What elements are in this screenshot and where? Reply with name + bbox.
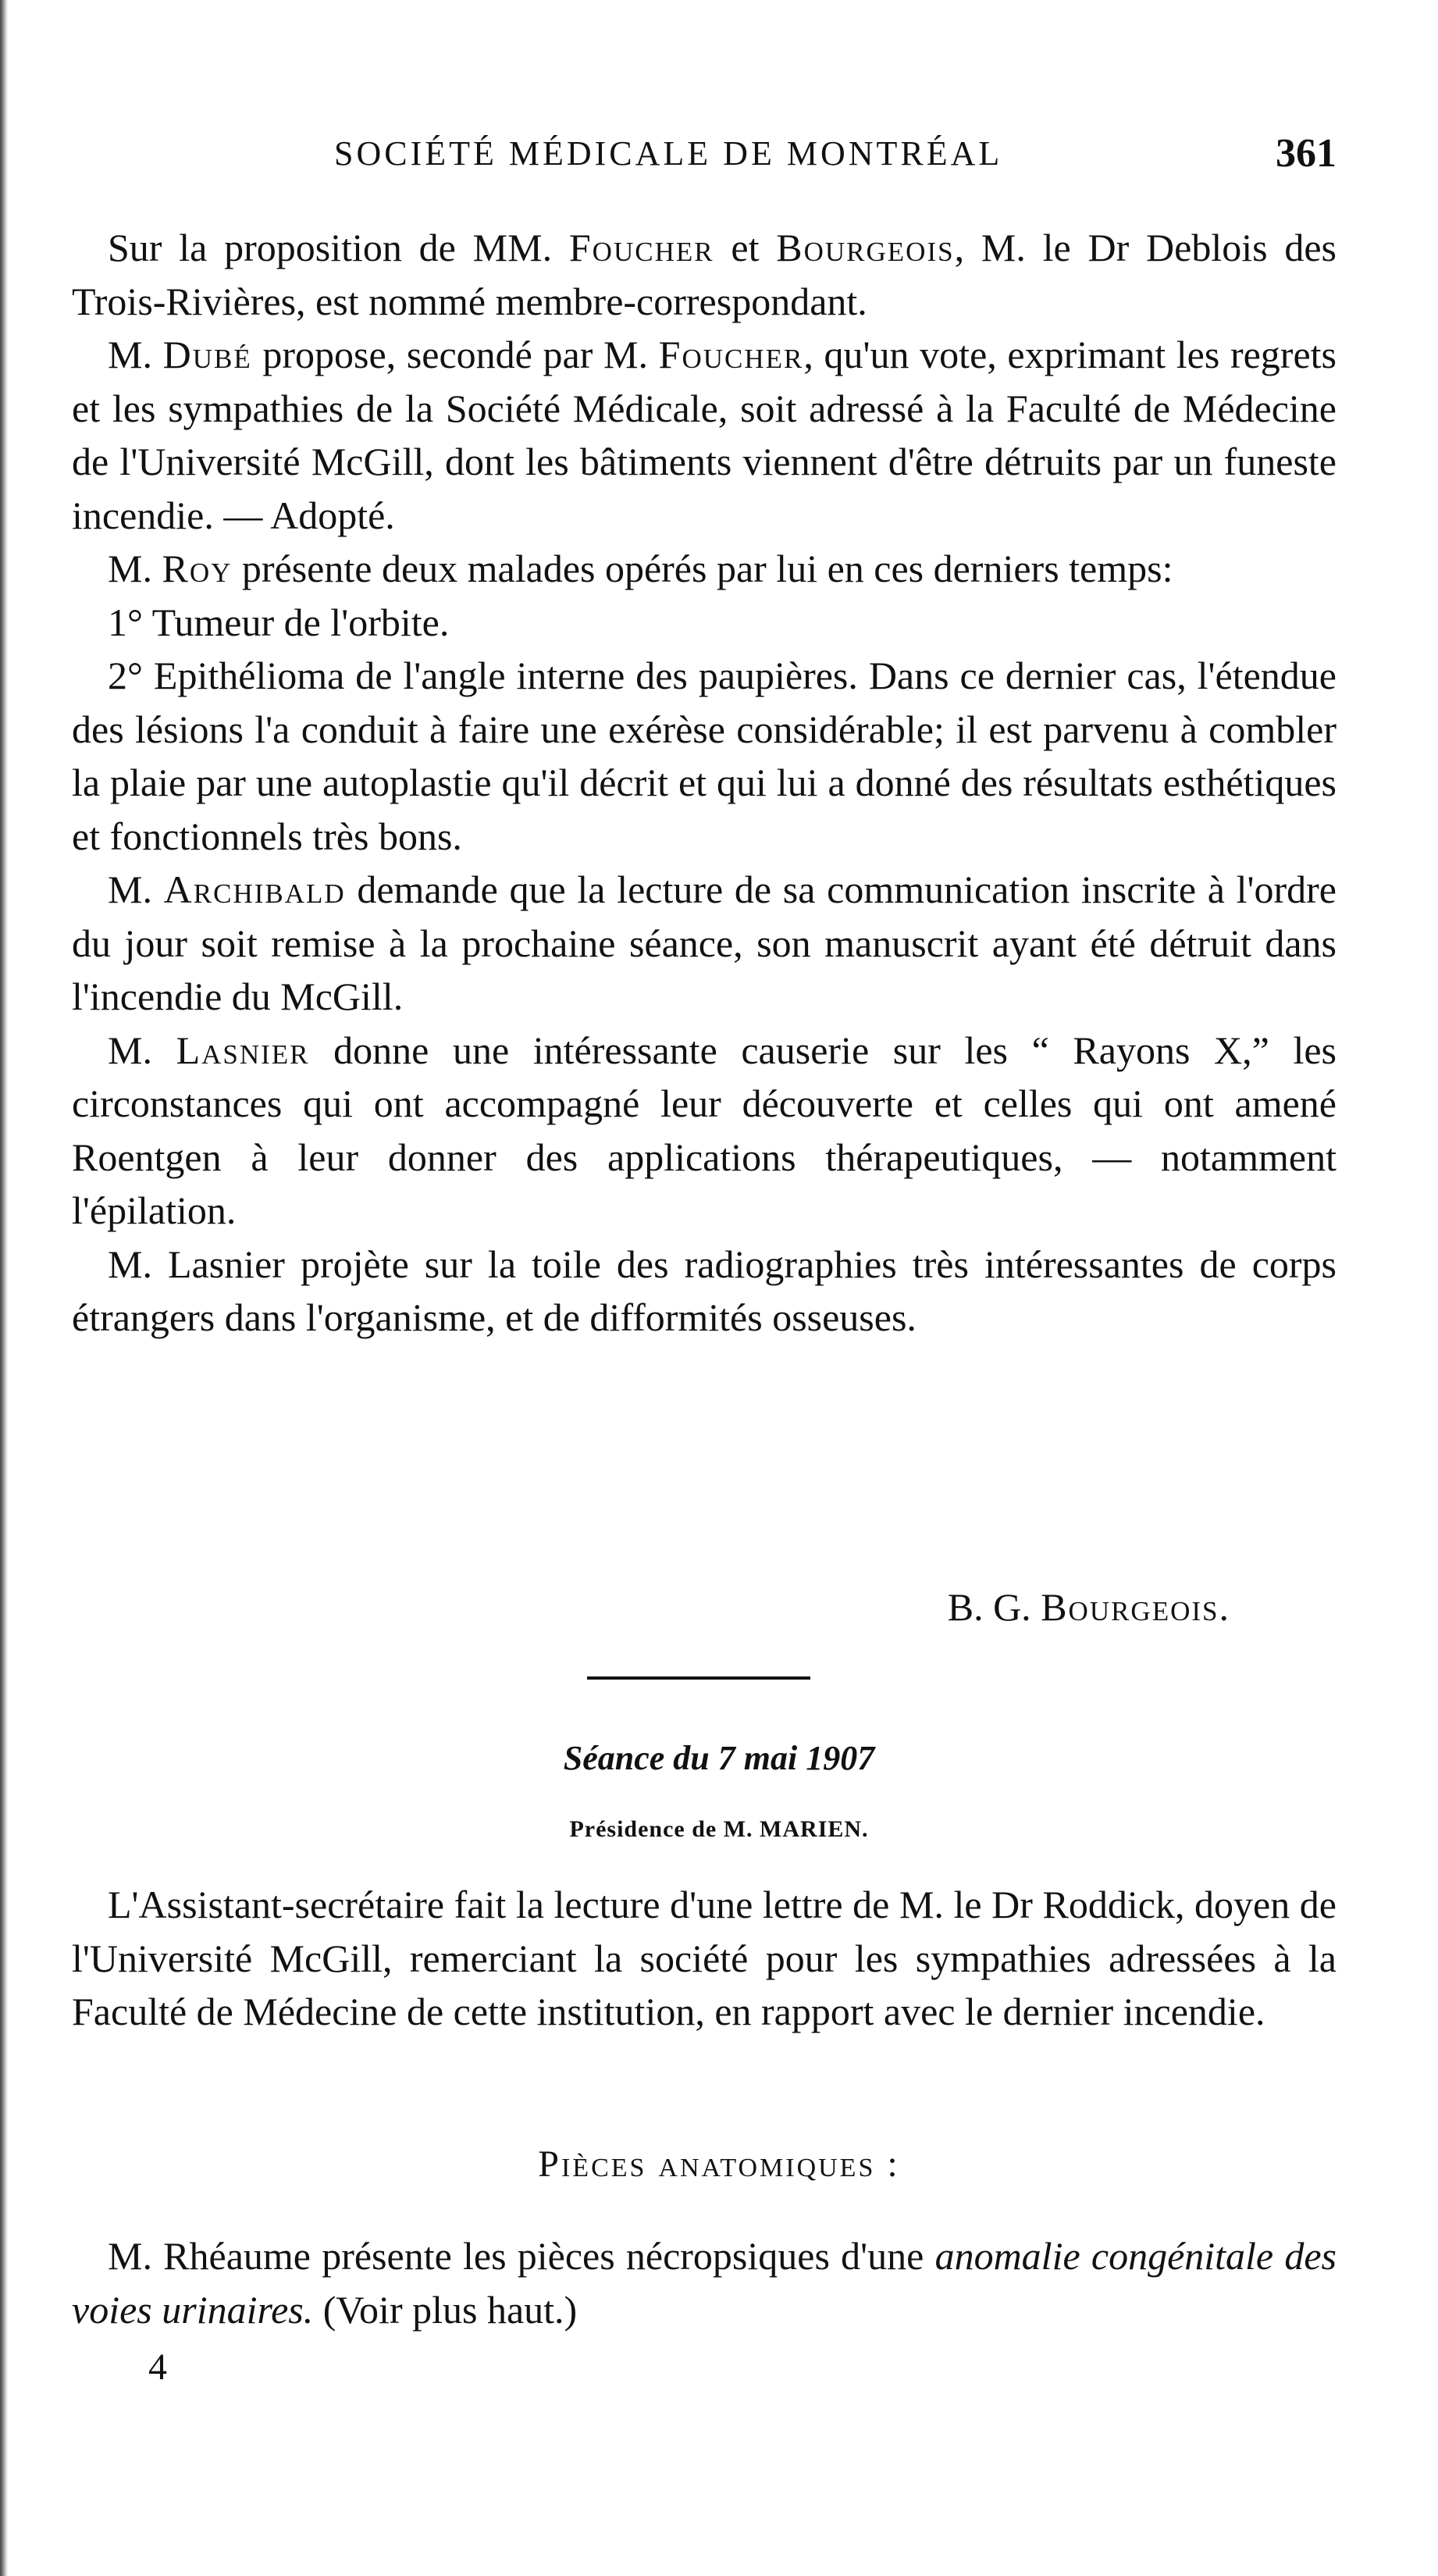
presidency-line: Présidence de M. MARIEN. [569, 1816, 869, 1842]
paragraph-lasnier-radiographs: M. Lasnier projète sur la toile des radiographies très intéressantes de corps étrangers dans l'organisme, et de difformités osseuses. [72, 1242, 1337, 1339]
page-number: 361 [1276, 131, 1337, 176]
text-segment: et [714, 226, 777, 269]
person-name: Bourgeois [776, 226, 955, 269]
text-segment: propose, secondé par M. [251, 333, 659, 376]
text-segment: , M. le Dr Deblois des Trois-Rivières, est nommé membre-correspondant. [72, 226, 1337, 323]
person-name: Foucher [568, 226, 714, 269]
session-body [72, 1878, 1337, 2039]
binding-edge [0, 0, 8, 2576]
anatomical-pieces-heading: Pièces anatomiques : [538, 2143, 900, 2185]
person-name: Roy [162, 547, 233, 590]
person-name: Lasnier [176, 1028, 310, 1072]
paragraph-case-1: 1° Tumeur de l'orbite. [108, 600, 450, 644]
paragraph-roddick-letter: L'Assistant-secrétaire fait la lecture d'une lettre de M. le Dr Roddick, doyen de l'Université McGill, remerciant la société pour les sympathies adressées à la Faculté de Médecine de cette institution, en rapport avec le dernier incendie. [72, 1883, 1337, 2033]
text-segment: (Voir plus haut.) [313, 2287, 578, 2332]
paragraph-vote-mcgill [72, 328, 1337, 542]
text-segment: M. [108, 333, 163, 376]
signature-mark: 4 [148, 2346, 167, 2388]
text-segment: M. [108, 868, 164, 911]
running-title: SOCIÉTÉ MÉDICALE DE MONTRÉAL [334, 134, 1003, 173]
emphasized-text: anomalie congénitale des voies urinaires. [72, 2234, 1337, 2332]
paragraph-archibald [72, 863, 1337, 1024]
paragraph-rheaume [72, 2229, 1337, 2336]
text-segment: donne une intéressante causerie sur les “ Rayons X,” les circonstances qui ont accompagné leur découverte et celles qui ont amené Roentgen à leur donner des applications thérapeutiques, — notamment l'épilation. [72, 1028, 1337, 1232]
text-segment: Sur la proposition de MM. [108, 226, 569, 269]
paragraph-lasnier-talk [72, 1024, 1337, 1238]
running-head [72, 126, 1337, 181]
secretary-signature [948, 1580, 1230, 1634]
signature-initials: B. G. [947, 1585, 1041, 1629]
text-segment: M. Rhéaume présente les pièces nécropsiques d'une [108, 2234, 935, 2278]
person-name: Archibald [163, 868, 346, 911]
paragraph-case-2: 2° Epithélioma de l'angle interne des paupières. Dans ce dernier cas, l'étendue des lésions l'a conduit à faire une exérèse considérable; il est parvenu à combler la plaie par une autoplastie qu'il décrit et qui lui a donné des résultats esthétiques et fonctionnels très bons. [72, 654, 1337, 858]
paragraph-roy-patients [72, 542, 1337, 596]
signature-name: Bourgeois. [1041, 1585, 1230, 1629]
text-segment: présente deux malades opérés par lui en ces derniers temps: [232, 547, 1173, 590]
text-segment: , qu'un vote, exprimant les regrets et les sympathies de la Société Médicale, soit adressé à la Faculté de Médecine de l'Université McGill, dont les bâtiments viennent d'être détruits par un funeste incendie. — Adopté. [72, 333, 1337, 537]
section-divider [587, 1676, 810, 1680]
paragraph-new-member [72, 221, 1337, 328]
text-segment: M. [108, 1028, 176, 1072]
person-name: Foucher [658, 333, 804, 376]
text-segment: demande que la lecture de sa communication inscrite à l'ordre du jour soit remise à la prochaine séance, son manuscrit ayant été détruit dans l'incendie du McGill. [72, 868, 1337, 1018]
person-name: Dubé [162, 333, 252, 376]
session-heading: Séance du 7 mai 1907 [563, 1739, 875, 1777]
minutes-continued [72, 221, 1337, 1345]
text-segment: M. [108, 547, 162, 590]
anatomical-pieces-body [72, 2229, 1337, 2336]
